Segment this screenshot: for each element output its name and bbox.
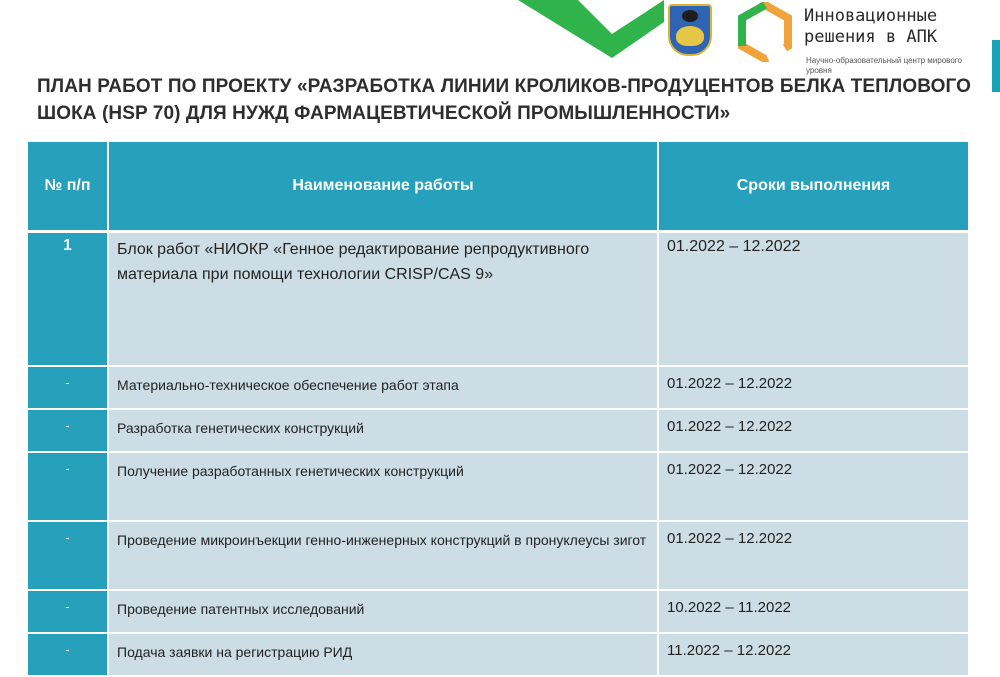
region-crest-icon bbox=[668, 4, 712, 56]
center-logo-icon bbox=[735, 2, 795, 62]
work-dates: 01.2022 – 12.2022 bbox=[658, 521, 968, 590]
row-number: - bbox=[28, 452, 108, 521]
row-number: - bbox=[28, 633, 108, 676]
row-number: - bbox=[28, 366, 108, 409]
table-row bbox=[28, 590, 968, 633]
row-number: - bbox=[28, 521, 108, 590]
work-name: Проведение микроинъекции генно-инженерных конструкций в пронуклеусы зигот bbox=[108, 521, 658, 590]
center-subtitle: Научно-образовательный центр мирового уровня bbox=[806, 56, 962, 75]
table-row bbox=[28, 452, 968, 521]
table-row bbox=[28, 633, 968, 676]
work-name: Проведение патентных исследований bbox=[108, 590, 658, 633]
table-row bbox=[28, 409, 968, 452]
table-row bbox=[28, 521, 968, 590]
row-number: 1 bbox=[28, 232, 108, 366]
column-header-deadlines: Сроки выполнения bbox=[658, 142, 968, 232]
table-row bbox=[28, 366, 968, 409]
table-row bbox=[28, 232, 968, 366]
page-title: ПЛАН РАБОТ ПО ПРОЕКТУ «РАЗРАБОТКА ЛИНИИ КРОЛИКОВ-ПРОДУЦЕНТОВ БЕЛКА ТЕПЛОВОГО ШОКА (HSP 70) ДЛЯ НУЖД ФАРМАЦЕВТИЧЕСКОЙ ПРОМЫШЛЕННОСТИ» bbox=[37, 76, 971, 124]
center-name: Инновационные решения в АПК bbox=[804, 6, 938, 47]
table-header-row bbox=[28, 142, 968, 232]
work-dates: 01.2022 – 12.2022 bbox=[658, 366, 968, 409]
column-header-number: № п/п bbox=[28, 142, 108, 232]
work-dates: 01.2022 – 12.2022 bbox=[658, 232, 968, 366]
row-number: - bbox=[28, 590, 108, 633]
work-dates: 01.2022 – 12.2022 bbox=[658, 409, 968, 452]
work-plan-table bbox=[28, 142, 968, 677]
work-name: Подача заявки на регистрацию РИД bbox=[108, 633, 658, 676]
work-dates: 10.2022 – 11.2022 bbox=[658, 590, 968, 633]
accent-bar bbox=[992, 40, 1000, 92]
work-dates: 11.2022 – 12.2022 bbox=[658, 633, 968, 676]
work-name: Разработка генетических конструкций bbox=[108, 409, 658, 452]
work-name: Материально-техническое обеспечение работ этапа bbox=[108, 366, 658, 409]
column-header-work-name: Наименование работы bbox=[108, 142, 658, 232]
work-name: Получение разработанных генетических конструкций bbox=[108, 452, 658, 521]
work-dates: 01.2022 – 12.2022 bbox=[658, 452, 968, 521]
row-number: - bbox=[28, 409, 108, 452]
work-name: Блок работ «НИОКР «Генное редактирование репродуктивного материала при помощи технологии CRISP/CAS 9» bbox=[108, 232, 658, 366]
